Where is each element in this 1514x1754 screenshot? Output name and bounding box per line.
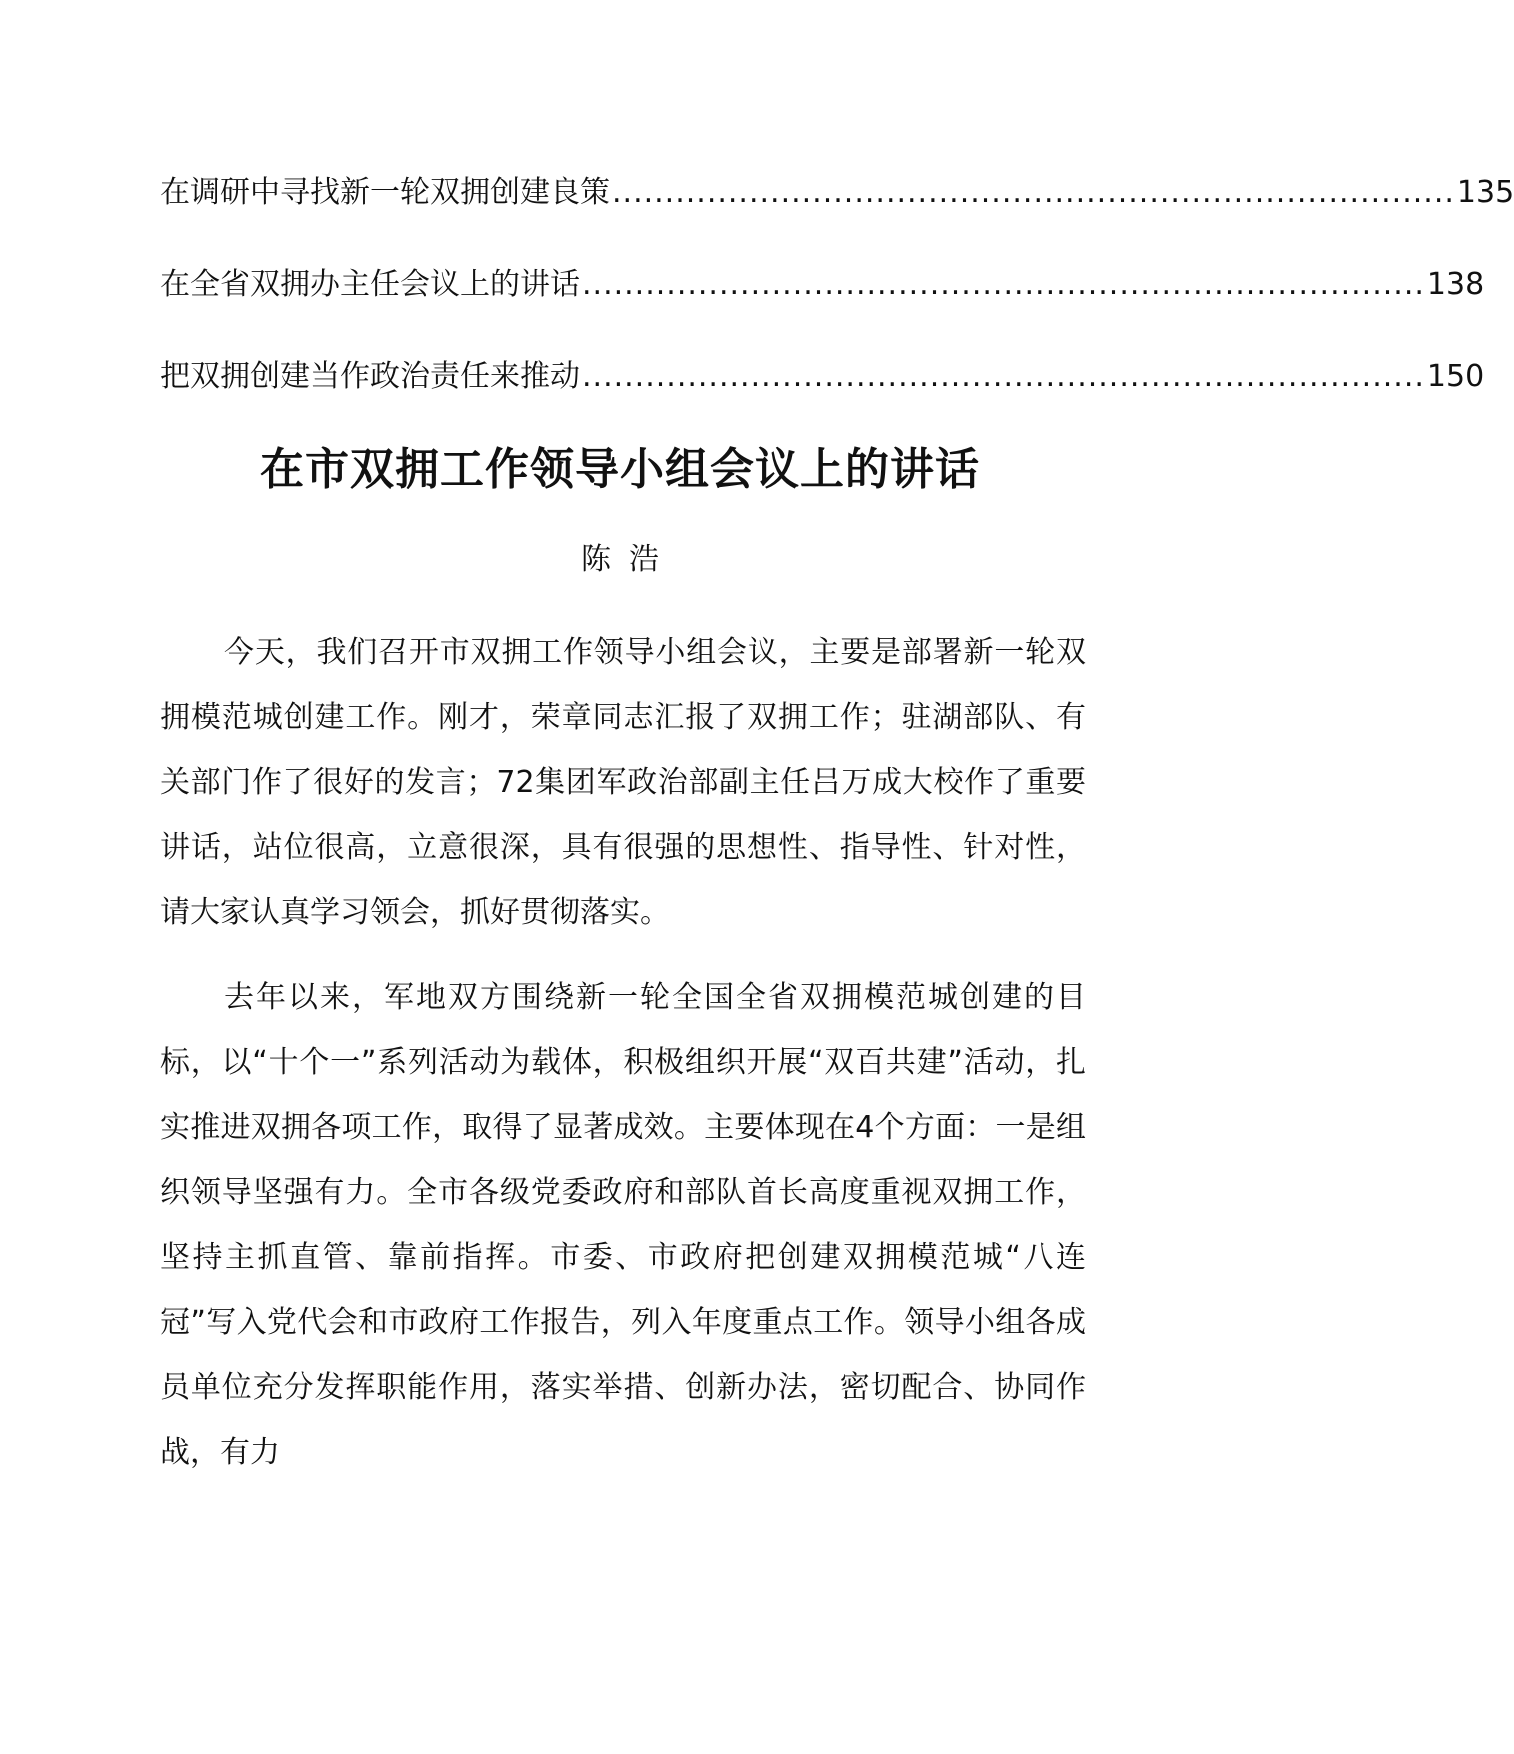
body-paragraph: 今天，我们召开市双拥工作领导小组会议，主要是部署新一轮双拥模范城创建工作。刚才，荣章同志汇报了双拥工作；驻湖部队、有关部门作了很好的发言；72集团军政治部副主任吕万成大校作了重要讲话，站位很高，立意很深，具有很强的思想性、指导性、针对性，请大家认真学习领会，抓好贯彻落实。	[160, 635, 1086, 930]
document-title: 在市双拥工作领导小组会议上的讲话	[260, 444, 980, 495]
table-of-contents	[160, 168, 1514, 444]
body-paragraph: 去年以来，军地双方围绕新一轮全国全省双拥模范城创建的目标，以“十个一”系列活动为载体，积极组织开展“双百共建”活动，扎实推进双拥各项工作，取得了显著成效。主要体现在4个方面：一是组织领导坚强有力。全市各级党委政府和部队首长高度重视双拥工作，坚持主抓直管、靠前指挥。市委、市政府把创建双拥模范城“八连冠”写入党代会和市政府工作报告，列入年度重点工作。领导小组各成员单位充分发挥职能作用，落实举措、创新办法，密切配合、协同作战，有力	[160, 980, 1086, 1470]
toc-entry[interactable]	[160, 260, 1485, 352]
toc-entry-title: 把双拥创建当作政治责任来推动	[160, 359, 580, 394]
toc-entry[interactable]	[160, 168, 1514, 260]
toc-page-number: 138	[1426, 267, 1485, 302]
document-body	[160, 620, 1086, 1505]
toc-entry-title: 在全省双拥办主任会议上的讲话	[160, 267, 580, 302]
toc-leader-dots: ................................................................................	[612, 175, 1455, 210]
toc-entry[interactable]	[160, 352, 1485, 444]
toc-page-number: 135	[1456, 175, 1514, 210]
toc-entry-title: 在调研中寻找新一轮双拥创建良策	[160, 175, 610, 210]
author-name: 陈浩	[581, 542, 677, 577]
toc-leader-dots: ................................................................................	[582, 359, 1425, 394]
toc-leader-dots: ................................................................................	[582, 267, 1425, 302]
toc-page-number: 150	[1426, 359, 1485, 394]
